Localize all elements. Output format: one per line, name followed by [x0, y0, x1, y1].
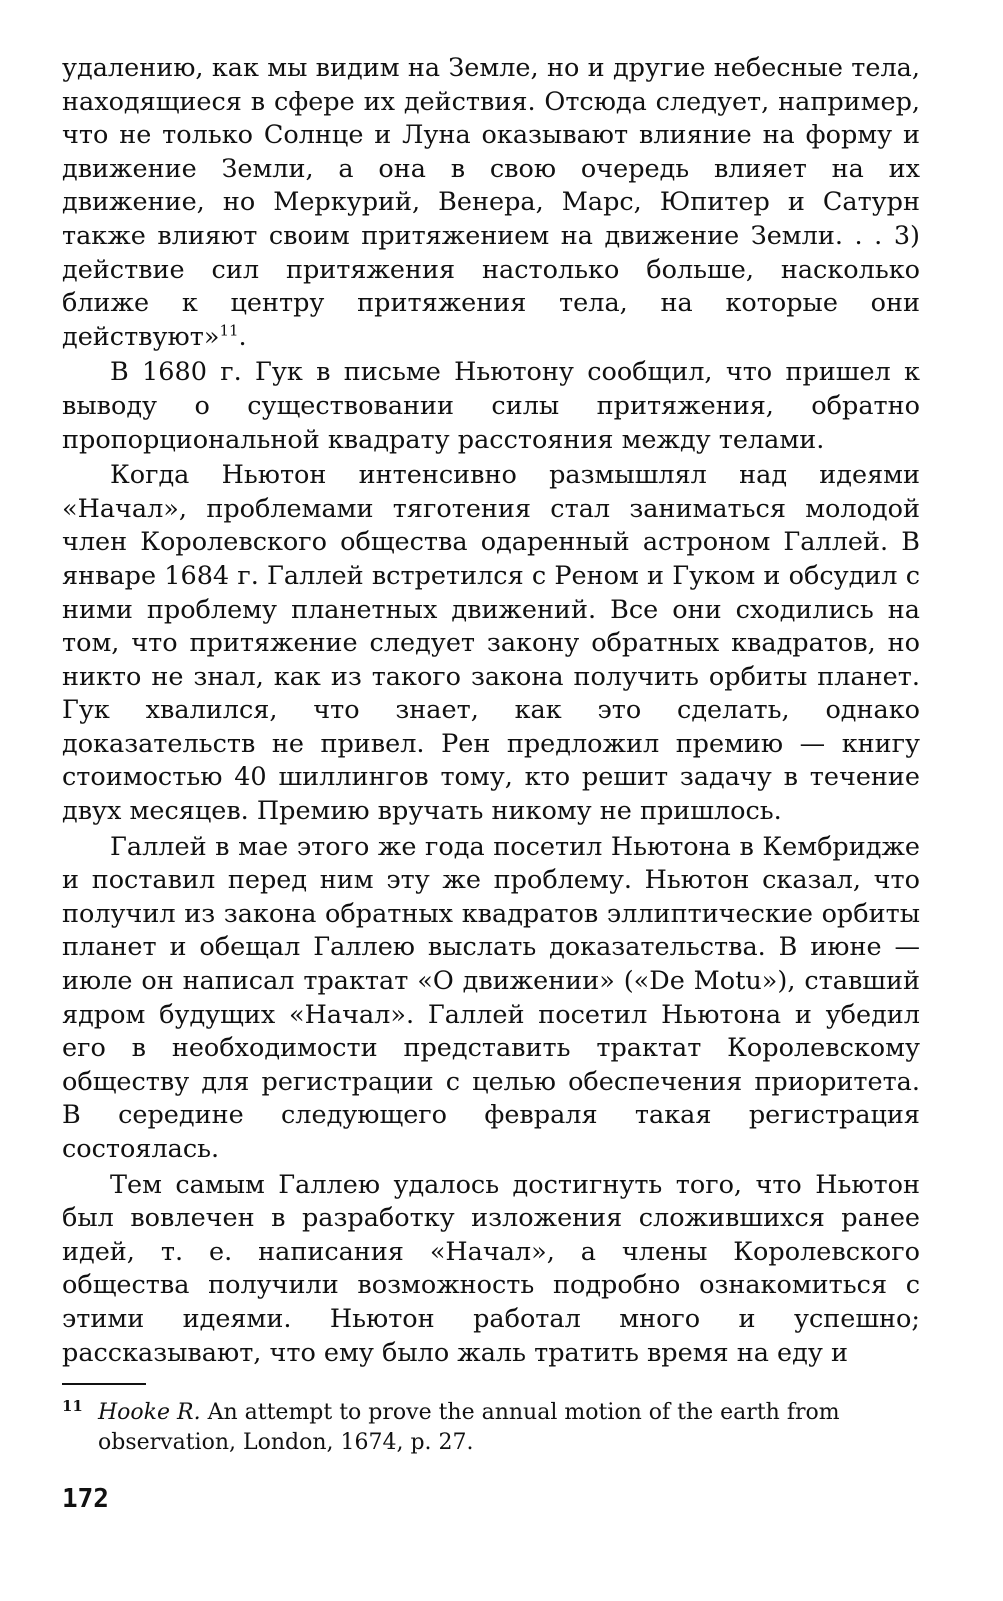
page-number: 172 [62, 1484, 109, 1514]
footnote-citation: observation, London, 1674, p. 27. [98, 1430, 474, 1455]
footnote-author: Hooke R. [98, 1400, 201, 1425]
footnote-divider [62, 1383, 146, 1385]
footnote-title: An attempt to prove the annual motion of the earth from [200, 1400, 840, 1425]
paragraph-4: Галлей в мае этого же года посетил Ньютона в Кембридже и поставил перед ним эту же проблему. Ньютон сказал, что получил из закона обратных квадратов эллиптические орбиты планет и обещал Галлею выслать доказательства. В июне — июле он написал трактат «О движении» («De Motu»), ставший ядром будущих «Начал». Галлей посетил Ньютона и убедил его в необходимости представить трактат Королевскому обществу для регистрации с целью обеспечения приоритета. В середине следующего февраля такая регистрация состоялась. [62, 831, 920, 1164]
paragraph-1 [62, 52, 920, 354]
paragraph-3: Когда Ньютон интенсивно размышлял над идеями «Начал», проблемами тяготения стал заниматься молодой член Королевского общества одаренный астроном Галлей. В январе 1684 г. Галлей встретился с Реном и Гуком и обсудил с ними проблему планетных движений. Все они сходились на том, что притяжение следует закону обратных квадратов, но никто не знал, как из такого закона получить орбиты планет. Гук хвалился, что знает, как это сделать, однако доказательств не привел. Рен предложил премию — книгу стоимостью 40 шиллингов тому, кто решит задачу в течение двух месяцев. Премию вручать никому не пришлось. [62, 460, 920, 827]
paragraph-1-text: удалению, как мы видим на Земле, но и другие небесные тела, находящиеся в сфере их действия. Отсюда следует, например, что не только Солнце и Луна оказывают влияние на форму и движение Земли, а она в свою очередь влияет на их движение, но Меркурий, Венера, Марс, Юпитер и Сатурн также влияют своим притяжением на движение Земли. . . 3) действие сил притяжения настолько больше, насколько ближе к центру притяжения тела, на которые они действуют» [62, 53, 920, 352]
footnote: 11 Hooke R. An attempt to prove the annual motion of the earth from observation, London, 1674, p. 27. [62, 1398, 922, 1458]
paragraph-1-end: . [238, 321, 247, 352]
paragraph-2: В 1680 г. Гук в письме Ньютону сообщил, что пришел к выводу о существовании силы притяжения, обратно пропорциональной квадрату расстояния между телами. [62, 357, 920, 455]
paragraph-5: Тем самым Галлею удалось достигнуть того, что Ньютон был вовлечен в разработку изложения сложившихся ранее идей, т. е. написания «Начал», а члены Королевского общества получили возможность подробно ознакомиться с этими идеями. Ньютон работал много и успешно; рассказывают, что ему было жаль тратить время на еду и [62, 1169, 920, 1368]
page-body [62, 52, 920, 1370]
footnote-reference[interactable]: 11 [219, 321, 239, 340]
